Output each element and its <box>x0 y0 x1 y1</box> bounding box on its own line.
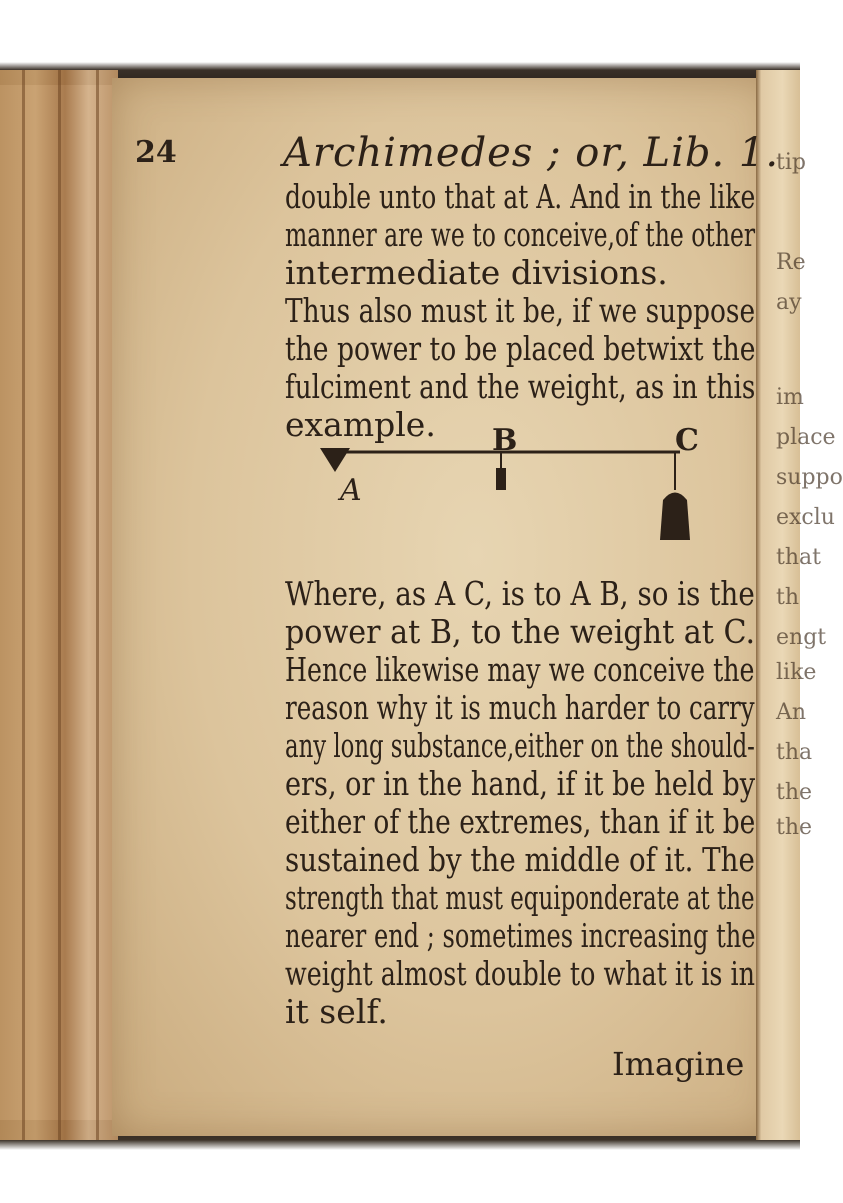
facing-page-fragment: the <box>776 815 813 840</box>
facing-page-fragment: suppo <box>776 465 843 490</box>
running-head: Archimedes ; or, Lib. 1. <box>283 130 780 176</box>
facing-page-fragment: An <box>776 700 807 725</box>
text-line: Thus also must it be, if we suppose <box>285 291 756 330</box>
lever-diagram <box>320 423 720 540</box>
weight-icon <box>660 493 690 541</box>
facing-page-fragment: that <box>776 545 821 570</box>
text-line: double unto that at A. And in the like <box>285 177 756 216</box>
text-line: fulciment and the weight, as in this <box>285 367 756 406</box>
text-line: reason why it is much harder to carry <box>285 688 755 727</box>
text-line: either of the extremes, than if it be <box>285 802 756 841</box>
facing-page-fragment: like <box>776 660 817 685</box>
facing-page-fragment: th <box>776 585 800 610</box>
facing-page-fragment: im <box>776 385 804 410</box>
text-line: nearer end ; sometimes increasing the <box>285 916 756 955</box>
facing-page-fragment: exclu <box>776 505 835 530</box>
page-number: 24 <box>135 135 177 170</box>
text-line: the power to be placed betwixt the <box>285 329 756 368</box>
text-line: power at B, to the weight at C. <box>285 612 756 651</box>
scan-top-border <box>0 0 800 85</box>
text-line: manner are we to conceive,of the other <box>285 215 756 254</box>
gutter-shadow-line <box>58 70 61 1140</box>
facing-page-fragment: ay <box>776 290 802 315</box>
text-line: intermediate divisions. <box>285 253 668 292</box>
facing-page-fragment: tha <box>776 740 813 765</box>
text-line: ers, or in the hand, if it be held by <box>285 764 756 803</box>
text-line: example. <box>285 405 436 444</box>
gutter-shadow-line <box>96 70 99 1140</box>
text-line: Hence likewise may we conceive the <box>285 650 755 689</box>
text-line: strength that must equiponderate at the <box>285 878 755 917</box>
text-line: weight almost double to what it is in <box>285 954 755 993</box>
figure-label-b: B <box>492 423 518 458</box>
figure-label-c: C <box>675 423 699 458</box>
facing-page-fragment: place <box>776 425 836 450</box>
text-line: Where, as A C, is to A B, so is the <box>285 574 755 613</box>
catchword: Imagine <box>612 1045 745 1083</box>
figure-label-a: A <box>340 473 362 508</box>
text-line: any long substance,either on the should- <box>285 726 755 765</box>
text-line: it self. <box>285 992 388 1031</box>
power-marker <box>496 468 506 490</box>
facing-page-fragment: the <box>776 780 813 805</box>
facing-page-fragment: tip <box>776 150 806 175</box>
text-line: sustained by the middle of it. The <box>285 840 755 879</box>
facing-page-fragment: Re <box>776 250 806 275</box>
gutter-shadow-line <box>22 70 25 1140</box>
facing-page-fragment: engt <box>776 625 827 650</box>
